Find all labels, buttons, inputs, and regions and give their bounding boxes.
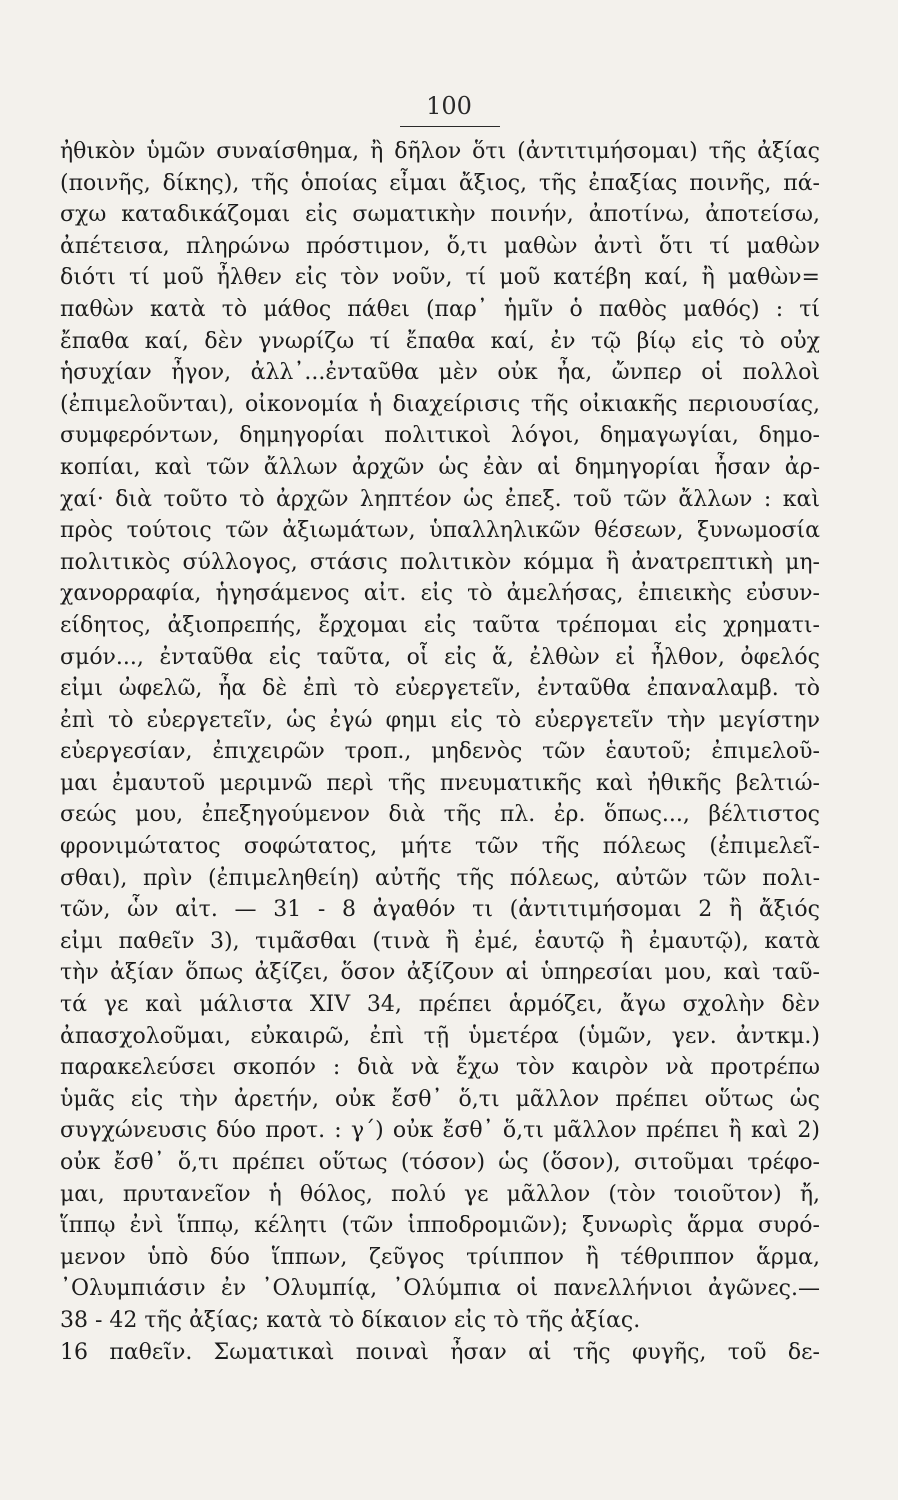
- text-line: ἠθικὸν ὑμῶν συναίσθημα, ἢ δῆλον ὅτι (ἀντιτιμήσομαι) τῆς ἀξίας: [60, 139, 820, 164]
- text-line: μενον ὑπὸ δύο ἵππων, ζεῦγος τρίιππον ἢ τέθριππον ἅρμα,: [60, 1244, 820, 1270]
- text-line: σθαι), πρὶν (ἐπιμεληθείη) αὐτῆς τῆς πόλεως, αὐτῶν τῶν πολι-: [60, 865, 820, 891]
- text-line: ᾽Ολυμπιάσιν ἐν ᾽Ολυμπίᾳ, ᾽Ολύμπια οἱ πανελλήνιοι ἀγῶνες.—: [60, 1276, 820, 1302]
- text-line: χαί· διὰ τοῦτο τὸ ἀρχῶν ληπτέον ὡς ἐπεξ. τοῦ τῶν ἄλλων : καὶ: [60, 486, 820, 512]
- text-line: σχω καταδικάζομαι εἰς σωματικὴν ποινήν, ἀποτίνω, ἀποτείσω,: [60, 202, 820, 228]
- text-line: εἰμι παθεῖν 3), τιμᾶσθαι (τινὰ ἢ ἐμέ, ἑαυτῷ ἢ ἐμαυτῷ), κατὰ: [60, 928, 820, 954]
- text-line: πολιτικὸς σύλλογος, στάσις πολιτικὸν κόμμα ἢ ἀνατρεπτικὴ μη-: [60, 549, 820, 575]
- text-line: ἀπασχολοῦμαι, εὐκαιρῶ, ἐπὶ τῇ ὑμετέρα (ὑμῶν, γεν. ἀντκμ.): [60, 1023, 820, 1049]
- text-line: παρακελεύσει σκοπόν : διὰ νὰ ἔχω τὸν καιρὸν νὰ προτρέπω: [60, 1055, 820, 1081]
- text-line: συμφερόντων, δημηγορίαι πολιτικοὶ λόγοι, δημαγωγίαι, δημο-: [60, 423, 820, 449]
- text-line: σμόν..., ἐνταῦθα εἰς ταῦτα, οἷ εἰς ἅ, ἐλθὼν εἰ ἦλθον, ὀφελός: [60, 644, 820, 670]
- text-line: (ἐπιμελοῦνται), οἰκονομία ἡ διαχείρισις τῆς οἰκιακῆς περιουσίας,: [60, 391, 820, 417]
- text-line: ὑμᾶς εἰς τὴν ἀρετήν, οὐκ ἔσθ᾽ ὅ,τι μᾶλλον πρέπει οὕτως ὡς: [60, 1086, 820, 1112]
- text-line: μαι ἐμαυτοῦ μεριμνῶ περὶ τῆς πνευματικῆς καὶ ἠθικῆς βελτιώ-: [60, 770, 820, 796]
- page-number-rule: [400, 126, 500, 127]
- text-line: ἐπὶ τὸ εὐεργετεῖν, ὡς ἐγώ φημι εἰς τὸ εὐεργετεῖν τὴν μεγίστην: [60, 707, 820, 733]
- text-line: ἀπέτεισα, πληρώνω πρόστιμον, ὅ,τι μαθὼν ἀντὶ ὅτι τί μαθὼν: [60, 233, 820, 259]
- text-line: φρονιμώτατος σοφώτατος, μήτε τῶν τῆς πόλεως (ἐπιμελεῖ-: [60, 834, 820, 860]
- text-line: είδητος, ἀξιοπρεπής, ἔρχομαι εἰς ταῦτα τρέπομαι εἰς χρηματι-: [60, 612, 820, 638]
- text-line: συγχώνευσις δύο προτ. : γ΄) οὐκ ἔσθ᾽ ὅ,τι μᾶλλον πρέπει ἢ καὶ 2): [60, 1118, 820, 1144]
- text-line: 38 - 42 τῆς ἀξίας; κατὰ τὸ δίκαιον εἰς τὸ τῆς ἀξίας.: [60, 1307, 641, 1333]
- text-line: ἵππῳ ἐνὶ ἵππῳ, κέλητι (τῶν ἱπποδρομιῶν); ξυνωρὶς ἅρμα συρό-: [60, 1213, 820, 1239]
- text-line: χανορραφία, ἡγησάμενος αἰτ. εἰς τὸ ἀμελήσας, ἐπιεικὴς εὐσυν-: [60, 581, 820, 607]
- text-line: τὴν ἀξίαν ὅπως ἀξίζει, ὅσον ἀξίζουν αἱ ὑπηρεσίαι μου, καὶ ταῦ-: [60, 960, 820, 986]
- text-line: μαι, πρυτανεῖον ἡ θόλος, πολύ γε μᾶλλον (τὸν τοιοῦτον) ἤ,: [60, 1181, 820, 1207]
- page-number: 100: [426, 92, 472, 120]
- text-line: πρὸς τούτοις τῶν ἀξιωμάτων, ὑπαλληλικῶν θέσεων, ξυνωμοσία: [60, 518, 820, 544]
- text-line: οὐκ ἔσθ᾽ ὅ,τι πρέπει οὕτως (τόσον) ὡς (ὅσον), σιτοῦμαι τρέφο-: [60, 1150, 820, 1175]
- commentary-text-block: [60, 136, 820, 1368]
- text-line: κοπίαι, καὶ τῶν ἄλλων ἀρχῶν ὡς ἐὰν αἱ δημηγορίαι ἦσαν ἀρ-: [60, 454, 820, 480]
- text-line: εἰμι ὠφελῶ, ἦα δὲ ἐπὶ τὸ εὐεργετεῖν, ἐνταῦθα ἐπαναλαμβ. τὸ: [60, 676, 820, 702]
- text-line: εὐεργεσίαν, ἐπιχειρῶν τροπ., μηδενὸς τῶν ἑαυτοῦ; ἐπιμελοῦ-: [60, 739, 820, 765]
- text-line: τῶν, ὧν αἰτ. — 31 - 8 ἀγαθόν τι (ἀντιτιμήσομαι 2 ἢ ἄξιός: [60, 897, 820, 923]
- text-line: 16 παθεῖν. Σωματικαὶ ποιναὶ ἦσαν αἱ τῆς φυγῆς, τοῦ δε-: [60, 1339, 820, 1365]
- text-line: ἔπαθα καί, δὲν γνωρίζω τί ἔπαθα καί, ἐν τῷ βίῳ εἰς τὸ οὐχ: [60, 328, 820, 354]
- text-line: διότι τί μοῦ ἦλθεν εἰς τὸν νοῦν, τί μοῦ κατέβη καί, ἢ μαθὼν=: [60, 265, 820, 291]
- text-line: σεώς μου, ἐπεξηγούμενον διὰ τῆς πλ. ἐρ. ὅπως..., βέλτιστος: [60, 802, 820, 828]
- text-line: τά γε καὶ μάλιστα XIV 34, πρέπει ἁρμόζει, ἄγω σχολὴν δὲν: [60, 992, 820, 1018]
- text-line: παθὼν κατὰ τὸ μάθος πάθει (παρ᾽ ἡμῖν ὁ παθὸς μαθός) : τί: [60, 296, 820, 322]
- text-line: (ποινῆς, δίκης), τῆς ὁποίας εἶμαι ἄξιος, τῆς ἐπαξίας ποινῆς, πά-: [60, 170, 820, 196]
- text-line: ἡσυχίαν ἦγον, ἀλλ᾽...ἐνταῦθα μὲν οὐκ ἦα, ὤνπερ οἱ πολλοὶ: [60, 360, 820, 386]
